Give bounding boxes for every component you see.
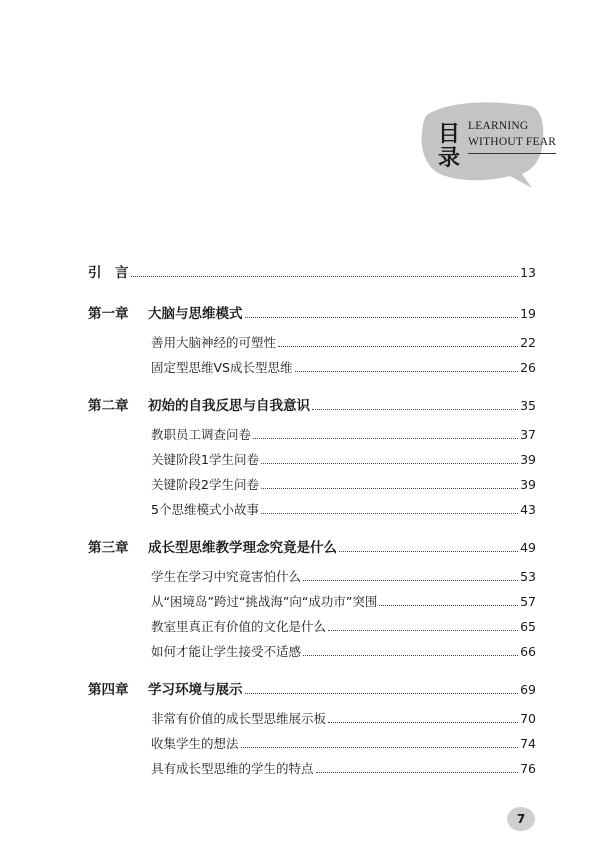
dot-leader xyxy=(278,346,518,347)
dot-leader xyxy=(312,409,518,410)
toc-entry-title xyxy=(88,681,243,699)
toc-chapter-row xyxy=(88,303,536,323)
dot-leader xyxy=(261,488,518,489)
toc-chapter-row xyxy=(88,679,536,699)
toc-page-number: 13 xyxy=(520,265,536,280)
chapter-number: 第二章 xyxy=(88,398,129,414)
dot-leader xyxy=(303,655,518,656)
entry-title-text: 教职员工调查问卷 xyxy=(151,427,252,442)
toc-page-number: 53 xyxy=(520,569,536,584)
toc-page-number: 70 xyxy=(520,711,536,726)
entry-title-text: 善用大脑神经的可塑性 xyxy=(151,335,277,350)
toc-entry-title xyxy=(151,426,251,444)
entry-title-text: 教室里真正有价值的文化是什么 xyxy=(151,619,327,634)
dot-leader xyxy=(328,722,518,723)
dot-leader xyxy=(295,371,519,372)
entry-title-text: 成长型思维教学理念究竟是什么 xyxy=(148,540,337,556)
toc-entry-title xyxy=(151,451,259,469)
toc-entry-title xyxy=(151,568,301,586)
toc-page-number: 26 xyxy=(520,360,536,375)
entry-title-text: 具有成长型思维的学生的特点 xyxy=(151,761,314,776)
dot-leader xyxy=(303,580,518,581)
entry-title-text: 学生在学习中究竟害怕什么 xyxy=(151,569,302,584)
chapter-number: 第四章 xyxy=(88,682,129,698)
toc-page-number: 57 xyxy=(520,594,536,609)
dot-leader xyxy=(379,605,518,606)
toc-page-number: 35 xyxy=(520,398,536,413)
dot-leader xyxy=(253,438,518,439)
dot-leader xyxy=(131,276,519,277)
toc-section-row xyxy=(151,733,536,753)
dot-leader xyxy=(245,693,519,694)
toc-page-number: 69 xyxy=(520,682,536,697)
toc-section-row xyxy=(151,566,536,586)
toc-page-number: 37 xyxy=(520,427,536,442)
toc-page-number: 74 xyxy=(520,736,536,751)
dot-leader xyxy=(316,772,519,773)
entry-title-text: 初始的自我反思与自我意识 xyxy=(148,398,310,414)
toc-entry-title xyxy=(88,397,310,415)
toc-entry-title xyxy=(88,305,243,323)
dot-leader xyxy=(339,551,518,552)
chapter-number: 第三章 xyxy=(88,540,129,556)
contents-title-en: LEARNING WITHOUT FEAR xyxy=(468,120,557,148)
toc-entry-title xyxy=(151,476,259,494)
toc-section-row xyxy=(151,499,536,519)
toc-page-number: 65 xyxy=(520,619,536,634)
entry-title-text: 5个思维模式小故事 xyxy=(151,502,259,517)
toc-page-number: 39 xyxy=(520,452,536,467)
entry-title-text: 非常有价值的成长型思维展示板 xyxy=(151,711,327,726)
toc-page-number: 49 xyxy=(520,540,536,555)
entry-title-text: 学习环境与展示 xyxy=(148,682,243,698)
toc-section-row xyxy=(151,424,536,444)
toc-chapter-row xyxy=(88,262,536,282)
dot-leader xyxy=(261,463,518,464)
toc-entry-title xyxy=(151,735,239,753)
toc-section-row xyxy=(151,474,536,494)
dot-leader xyxy=(245,317,519,318)
toc-entry-title xyxy=(151,334,276,352)
entry-title-text: 引 言 xyxy=(88,265,129,281)
page-number: 7 xyxy=(516,812,526,826)
toc-section-row xyxy=(151,641,536,661)
toc-section-row xyxy=(151,616,536,636)
entry-title-text: 固定型思维VS成长型思维 xyxy=(151,360,293,375)
toc-page-number: 22 xyxy=(520,335,536,350)
dot-leader xyxy=(261,513,518,514)
toc-entry-title xyxy=(151,359,293,377)
toc-section-row xyxy=(151,332,536,352)
toc-entry-title xyxy=(88,539,337,557)
toc-entry-title xyxy=(151,618,326,636)
toc-section-row xyxy=(151,708,536,728)
entry-title-text: 关键阶段1学生问卷 xyxy=(151,452,259,467)
toc-entry-title xyxy=(151,710,326,728)
entry-title-text: 大脑与思维模式 xyxy=(148,306,243,322)
entry-title-text: 关键阶段2学生问卷 xyxy=(151,477,259,492)
chapter-number: 第一章 xyxy=(88,306,129,322)
toc-entry-title xyxy=(151,760,314,778)
entry-title-text: 从“困境岛”跨过“挑战海”向“成功市”突围 xyxy=(151,594,378,609)
toc-page-number: 19 xyxy=(520,306,536,321)
toc-page-number: 39 xyxy=(520,477,536,492)
toc-entry-title xyxy=(88,264,129,282)
toc-section-row xyxy=(151,449,536,469)
entry-title-text: 如何才能让学生接受不适感 xyxy=(151,644,302,659)
toc-chapter-row xyxy=(88,395,536,415)
toc-page-number: 66 xyxy=(520,644,536,659)
dot-leader xyxy=(328,630,518,631)
toc-entry-title xyxy=(151,501,259,519)
entry-title-text: 收集学生的想法 xyxy=(151,736,239,751)
toc-page-number: 43 xyxy=(520,502,536,517)
toc-section-row xyxy=(151,758,536,778)
contents-title-cn: 目 录 xyxy=(438,121,461,171)
page-number-badge xyxy=(506,806,536,832)
toc-page-number: 76 xyxy=(520,761,536,776)
toc-section-row xyxy=(151,357,536,377)
dot-leader xyxy=(241,747,519,748)
toc-section-row xyxy=(151,591,536,611)
toc-entry-title xyxy=(151,643,301,661)
toc-chapter-row xyxy=(88,537,536,557)
toc-entry-title xyxy=(151,593,377,611)
